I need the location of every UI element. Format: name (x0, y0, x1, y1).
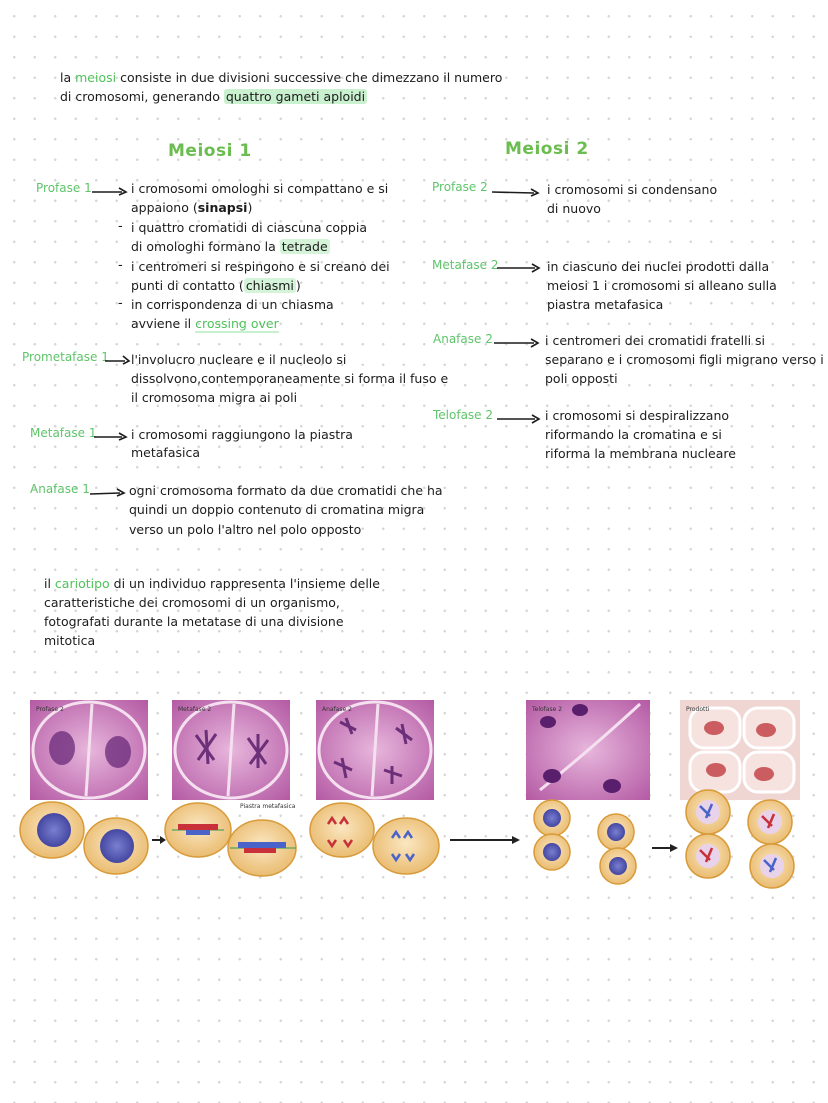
telofase-2-text-3: riforma la membrana nucleare (545, 446, 736, 461)
arrow-icon (512, 836, 520, 844)
cells-prodotti (686, 790, 794, 888)
term-tetrade: tetrade (281, 239, 328, 254)
arrow-icon (497, 414, 541, 424)
anafase-2-label: Anafase 2 (433, 332, 493, 346)
intro-line-1: la meiosi consiste in due divisioni successive che dimezzano il numero (60, 70, 503, 85)
bullet-dash: - (118, 219, 123, 234)
photo-profase-2 (30, 700, 148, 800)
term-cariotipo: cariotipo (54, 576, 110, 591)
telofase-2-label: Telofase 2 (433, 408, 494, 422)
arrow-icon (494, 338, 540, 348)
photo-telofase-2 (526, 700, 650, 800)
cariotipo-line-4: mitotica (44, 633, 96, 648)
photo-prodotti (680, 700, 800, 800)
term-gameti: quattro gameti aploidi (225, 89, 366, 104)
metafase-1-text-2: metafasica (131, 445, 201, 460)
meiosi-1-title: Meiosi 1 (168, 141, 252, 161)
cariotipo-line-3: fotografati durante la metatase di una divisione (44, 614, 344, 629)
prometafase-1-text-1: l'involucro nucleare e il nucleolo si (131, 352, 347, 367)
profase-2-text-1: i cromosomi si condensano (547, 182, 718, 197)
metafase-1-text-1: i cromosomi raggiungono la piastra (131, 427, 353, 442)
arrow-icon (670, 844, 678, 852)
arrow-icon (497, 263, 541, 273)
profase-1-text-7: in corrispondenza di un chiasma (131, 297, 334, 312)
metafase-2-label: Metafase 2 (432, 258, 499, 272)
anafase-2-text-1: i centromeri dei cromatidi fratelli si (545, 333, 766, 348)
photo-label-5: Prodotti (686, 706, 710, 713)
cells-metafase-2 (165, 803, 296, 876)
profase-1-label: Profase 1 (36, 181, 92, 195)
term-chiasmi: chiasmi (245, 278, 294, 293)
anafase-1-text-2: quindi un doppio contenuto di cromatina migra (129, 502, 425, 517)
cells-telofase-2 (534, 800, 636, 884)
metafase-2-text-2: meiosi 1 i cromosomi si alleano sulla (547, 278, 777, 293)
profase-1-text-6: punti di contatto ( chiasmi ) (131, 278, 301, 293)
profase-1-text-2: appaiono (sinapsi) (131, 200, 253, 215)
photo-metafase-2 (172, 700, 290, 800)
bullet-dash: - (118, 296, 123, 311)
metafase-2-text-1: in ciascuno dei nuclei prodotti dalla (547, 259, 770, 274)
profase-1-text-1: i cromosomi omologhi si compattano e si (131, 181, 389, 196)
arrow-icon (94, 431, 128, 441)
photo-anafase-2 (316, 700, 434, 800)
meiosi-2-title: Meiosi 2 (505, 139, 589, 159)
prometafase-1-text-2: dissolvono,contemporaneamente si forma il fuso e (131, 371, 449, 386)
plate-label: Piastra metafasica (240, 803, 296, 810)
profase-1-text-8: avviene il crossing over (131, 316, 279, 331)
cariotipo-line-2: caratteristiche dei cromosomi di un organismo, (44, 595, 340, 610)
anafase-2-text-3: poli opposti (545, 371, 618, 386)
metafase-1-label: Metafase 1 (30, 426, 97, 440)
meiosi-2-figure (0, 690, 828, 910)
arrow-icon (160, 836, 166, 844)
intro-line-2: di cromosomi, generando quattro gameti aploidi (60, 89, 366, 104)
anafase-1-text-3: verso un polo l'altro nel polo opposto (129, 522, 362, 537)
photo-label-4: Telofase 2 (532, 706, 563, 713)
anafase-1-label: Anafase 1 (30, 482, 90, 496)
profase-1-text-3: i quattro cromatidi di ciascuna coppia (131, 220, 367, 235)
term-crossing-over: crossing over (195, 316, 279, 331)
cells-profase-2 (20, 802, 148, 874)
photo-label-3: Anafase 2 (322, 706, 352, 713)
bullet-dash: - (118, 258, 123, 273)
arrow-icon (90, 488, 126, 498)
cariotipo-line-1: il cariotipo di un individuo rappresenta l'insieme delle (44, 576, 380, 591)
arrow-icon (492, 187, 540, 197)
metafase-2-text-3: piastra metafasica (547, 297, 664, 312)
profase-1-text-5: i centromeri si respingono e si creano dei (131, 259, 390, 274)
profase-2-label: Profase 2 (432, 180, 488, 194)
arrow-icon (105, 352, 131, 366)
term-meiosi: meiosi (75, 70, 117, 85)
arrow-icon (92, 186, 128, 196)
prometafase-1-text-3: il cromosoma migra ai poli (131, 390, 298, 405)
cells-anafase-2 (310, 803, 439, 874)
photo-label-1: Profase 2 (36, 706, 64, 713)
telofase-2-text-1: i cromosomi si despiralizzano (545, 408, 730, 423)
anafase-2-text-2: separano e i cromosomi figli migrano verso i (545, 352, 824, 367)
telofase-2-text-2: riformando la cromatina e si (545, 427, 722, 442)
anafase-1-text-1: ogni cromosoma formato da due cromatidi che ha (129, 483, 443, 498)
prometafase-1-label: Prometafase 1 (22, 350, 109, 364)
profase-2-text-2: di nuovo (547, 201, 601, 216)
term-sinapsi: sinapsi (197, 200, 248, 215)
photo-label-2: Metafase 2 (178, 706, 212, 713)
profase-1-text-4: di omologhi formano la tetrade (131, 239, 328, 254)
